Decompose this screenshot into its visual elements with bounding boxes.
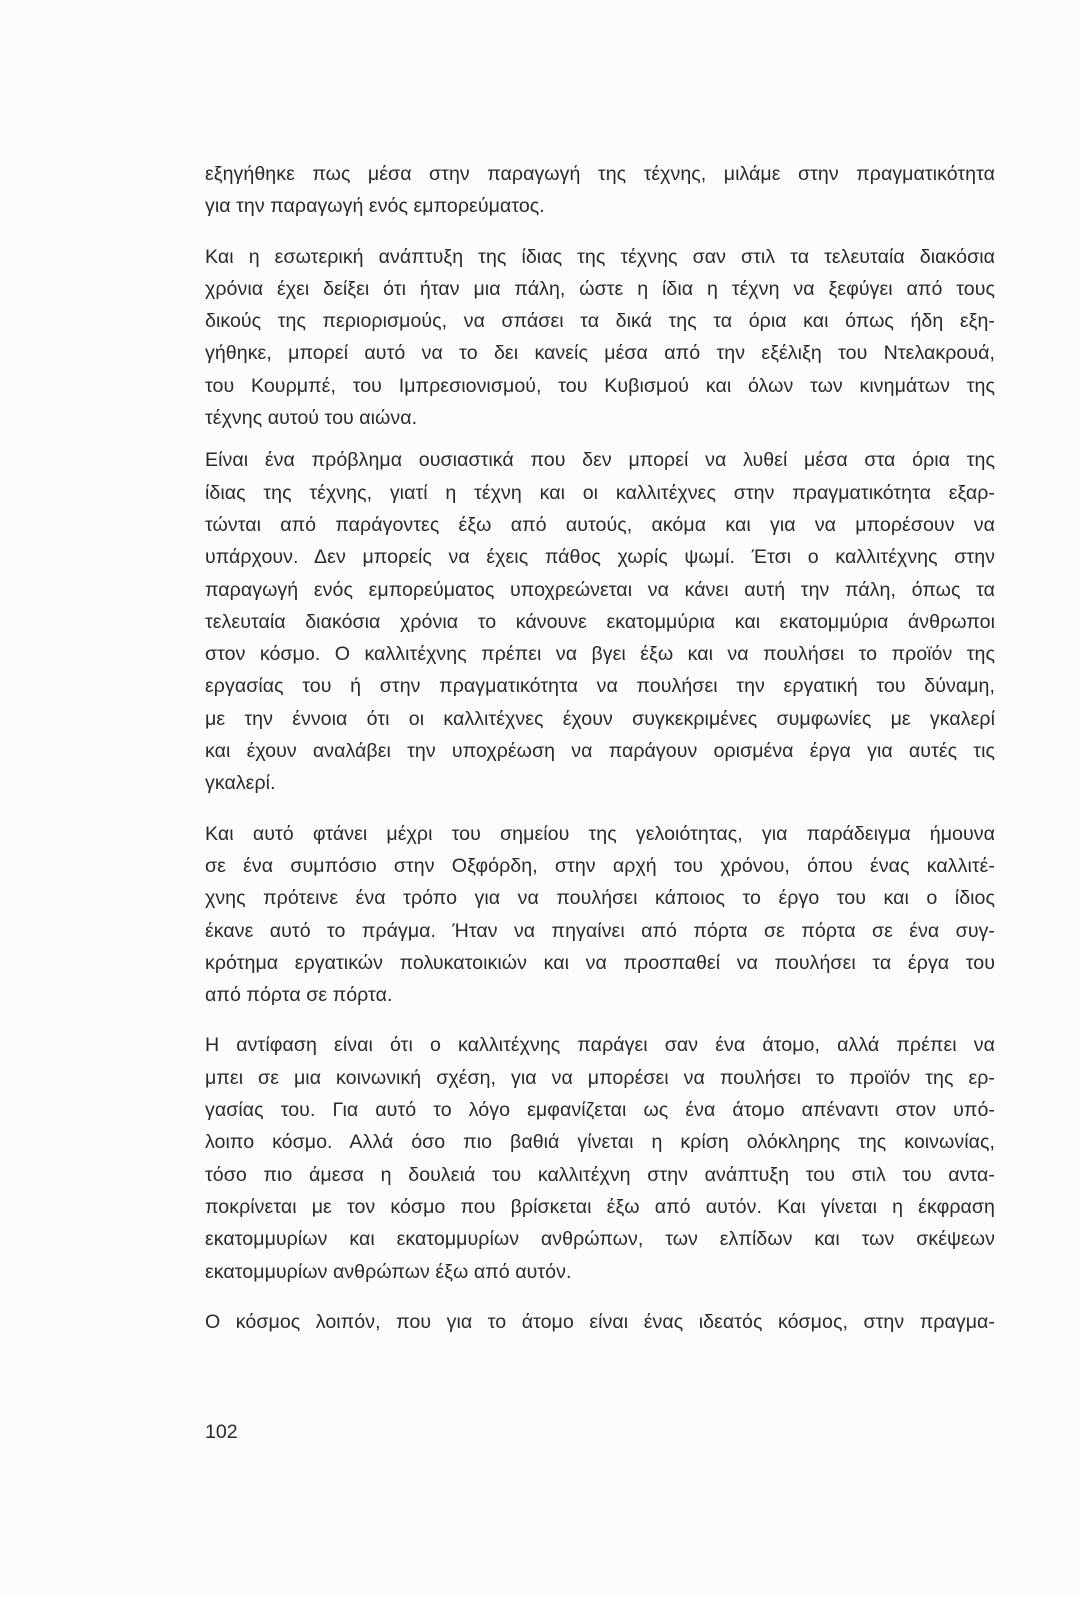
text-line: Είναι ένα πρόβλημα ουσιαστικά που δεν μπορεί να λυθεί μέσα στα όρια της bbox=[205, 449, 995, 472]
text-line: στον κόσμο. Ο καλλιτέχνης πρέπει να βγει έξω και να πουλήσει το προϊόν της bbox=[205, 643, 995, 666]
text-line: με την έννοια ότι οι καλλιτέχνες έχουν συγκεκριμένες συμφωνίες με γκαλερί bbox=[205, 707, 995, 730]
text-line: εξηγήθηκε πως μέσα στην παραγωγή της τέχνης, μιλάμε στην πραγματικότητα bbox=[205, 163, 995, 185]
text-line: παραγωγή ενός εμπορεύματος υποχρεώνεται να κάνει αυτή την πάλη, όπως τα bbox=[205, 578, 995, 601]
paragraph-1 bbox=[205, 158, 995, 223]
text-line: τόσο πιο άμεσα η δουλειά του καλλιτέχνη στην ανάπτυξη του στιλ του αντα- bbox=[205, 1163, 995, 1186]
paragraph-4 bbox=[205, 818, 995, 1012]
text-line: έκανε αυτό το πράγμα. Ήταν να πηγαίνει από πόρτα σε πόρτα σε ένα συγ- bbox=[205, 919, 995, 942]
text-line: Η αντίφαση είναι ότι ο καλλιτέχνης παράγει σαν ένα άτομο, αλλά πρέπει να bbox=[205, 1034, 995, 1057]
text-line: σε ένα συμπόσιο στην Οξφόρδη, στην αρχή του χρόνου, όπου ένας καλλιτέ- bbox=[205, 854, 995, 877]
text-line: τελευταία διακόσια χρόνια το κάνουνε εκατομμύρια και εκατομμύρια άνθρωποι bbox=[205, 610, 995, 633]
text-line: από πόρτα σε πόρτα. bbox=[205, 984, 393, 1007]
paragraph-5 bbox=[205, 1029, 995, 1287]
text-line: χρόνια έχει δείξει ότι ήταν μια πάλη, ώστε η ίδια η τέχνη να ξεφύγει από τους bbox=[205, 277, 995, 300]
text-line: Και η εσωτερική ανάπτυξη της ίδιας της τέχνης σαν στιλ τα τελευταία διακόσια bbox=[205, 245, 995, 268]
body-text bbox=[205, 158, 995, 1356]
page-number: 102 bbox=[205, 1421, 238, 1443]
text-line: του Κουρμπέ, του Ιμπρεσιονισμού, του Κυβισμού και όλων των κινημάτων της bbox=[205, 374, 995, 397]
text-line: εργασίας του ή στην πραγματικότητα να πουλήσει την εργατική του δύναμη, bbox=[205, 675, 995, 698]
text-line: υπάρχουν. Δεν μπορείς να έχεις πάθος χωρίς ψωμί. Έτσι ο καλλιτέχνης στην bbox=[205, 546, 995, 569]
text-line: τέχνης αυτού του αιώνα. bbox=[205, 407, 418, 430]
text-line: δικούς της περιορισμούς, να σπάσει τα δικά της τα όρια και όπως ήδη εξη- bbox=[205, 310, 995, 333]
text-line: κρότημα εργατικών πολυκατοικιών και να προσπαθεί να πουλήσει τα έργα του bbox=[205, 951, 995, 974]
text-line: εκατομμυρίων και εκατομμυρίων ανθρώπων, των ελπίδων και των σκέψεων bbox=[205, 1228, 995, 1251]
text-line: γκαλερί. bbox=[205, 772, 276, 795]
paragraph-3 bbox=[205, 444, 995, 799]
text-line: ίδιας της τέχνης, γιατί η τέχνη και οι καλλιτέχνες στην πραγματικότητα εξαρ- bbox=[205, 481, 995, 504]
text-line: τώνται από παράγοντες έξω από αυτούς, ακόμα και για να μπορέσουν να bbox=[205, 513, 995, 536]
text-line: μπει σε μια κοινωνική σχέση, για να μπορέσει να πουλήσει το προϊόν της ερ- bbox=[205, 1066, 995, 1089]
text-line: για την παραγωγή ενός εμπορεύματος. bbox=[205, 195, 545, 218]
text-line: Ο κόσμος λοιπόν, που για το άτομο είναι ένας ιδεατός κόσμος, στην πραγμα- bbox=[205, 1310, 995, 1333]
text-line: λοιπο κόσμο. Αλλά όσο πιο βαθιά γίνεται η κρίση ολόκληρης της κοινωνίας, bbox=[205, 1131, 995, 1154]
text-line: εκατομμυρίων ανθρώπων έξω από αυτόν. bbox=[205, 1260, 572, 1283]
paragraph-2 bbox=[205, 241, 995, 435]
text-line: Και αυτό φτάνει μέχρι του σημείου της γελοιότητας, για παράδειγμα ήμουνα bbox=[205, 822, 995, 845]
text-line: ποκρίνεται με τον κόσμο που βρίσκεται έξω από αυτόν. Και γίνεται η έκφραση bbox=[205, 1195, 995, 1218]
paragraph-6 bbox=[205, 1306, 995, 1338]
text-line: γήθηκε, μπορεί αυτό να το δει κανείς μέσα από την εξέλιξη του Ντελακρουά, bbox=[205, 342, 995, 365]
text-line: χνης πρότεινε ένα τρόπο για να πουλήσει κάποιος το έργο του και ο ίδιος bbox=[205, 887, 995, 910]
text-line: και έχουν αναλάβει την υποχρέωση να παράγουν ορισμένα έργα για αυτές τις bbox=[205, 740, 995, 763]
text-line: γασίας του. Για αυτό το λόγο εμφανίζεται ως ένα άτομο απέναντι στον υπό- bbox=[205, 1099, 995, 1122]
